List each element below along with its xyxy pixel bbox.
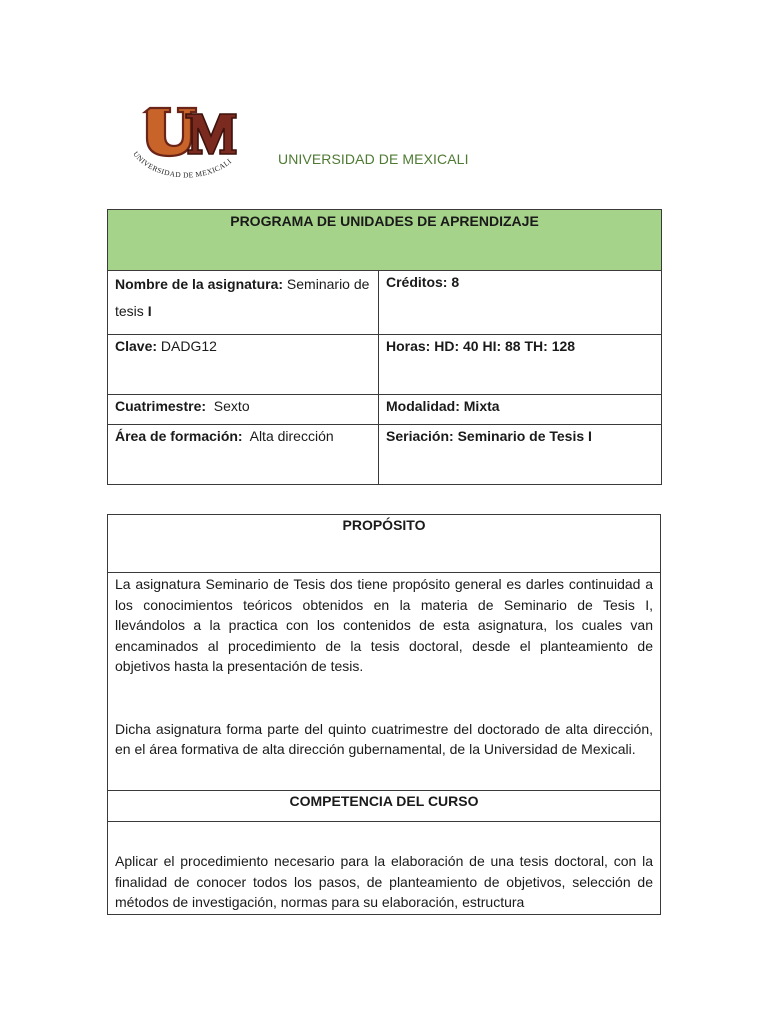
term-value: Sexto (206, 398, 250, 414)
university-logo (128, 98, 246, 196)
term-label: Cuatrimestre: (115, 398, 207, 414)
subject-name-cell (108, 271, 379, 335)
modality-cell (379, 395, 662, 425)
seriation-label: Seriación: Seminario de Tesis I (386, 428, 592, 444)
program-title: PROGRAMA DE UNIDADES DE APRENDIZAJE (230, 213, 539, 229)
credits-label: Créditos: 8 (386, 274, 460, 290)
modality-label: Modalidad: Mixta (386, 398, 500, 414)
purpose-heading: PROPÓSITO (342, 517, 426, 533)
subject-name-value-tail: I (147, 303, 152, 319)
competence-body-cell (108, 822, 661, 915)
hours-label: Horas: HD: 40 HI: 88 TH: 128 (386, 338, 576, 354)
purpose-body-cell (108, 573, 661, 791)
area-cell (108, 425, 379, 485)
key-cell (108, 335, 379, 395)
seriation-cell (379, 425, 662, 485)
logo-arc-text: UNIVERSIDAD DE MEXICALI (131, 149, 234, 180)
competence-heading: COMPETENCIA DEL CURSO (289, 793, 479, 809)
credits-cell (379, 271, 662, 335)
key-value: DADG12 (157, 338, 217, 354)
area-value: Alta dirección (242, 428, 334, 444)
purpose-paragraph-1: La asignatura Seminario de Tesis dos tiene propósito general es darles continuidad a los conocimientos teóricos obtenidos en la materia de Seminario de Tesis I, llevándolos a la practica con los contenidos de esta asignatura, los cuales van encaminados al procedimiento de la tesis doctoral, desde el planteamiento de objetivos hasta la presentación de tesis. (115, 576, 653, 674)
purpose-heading-cell (108, 515, 661, 573)
program-title-cell (108, 210, 662, 271)
subject-name-label: Nombre de la asignatura: (115, 276, 284, 292)
program-table (107, 209, 662, 485)
logo-m-letter (186, 114, 236, 154)
university-name: UNIVERSIDAD DE MEXICALI (278, 151, 469, 167)
purpose-table (107, 514, 661, 915)
competence-heading-cell (108, 791, 661, 822)
competence-paragraph: Aplicar el procedimiento necesario para la elaboración de una tesis doctoral, con la finalidad de conocer todos los pasos, de planteamiento de objetivos, selección de métodos de investigación, normas para su elaboración, estructura (115, 853, 653, 910)
subject-name-value: Seminario de tesis (115, 276, 370, 319)
term-cell (108, 395, 379, 425)
area-label: Área de formación: (115, 428, 243, 444)
purpose-paragraph-2: Dicha asignatura forma parte del quinto cuatrimestre del doctorado de alta dirección, en el área formativa de alta dirección gubernamental, de la Universidad de Mexicali. (115, 720, 653, 757)
key-label: Clave: (115, 338, 158, 354)
hours-cell (379, 335, 662, 395)
